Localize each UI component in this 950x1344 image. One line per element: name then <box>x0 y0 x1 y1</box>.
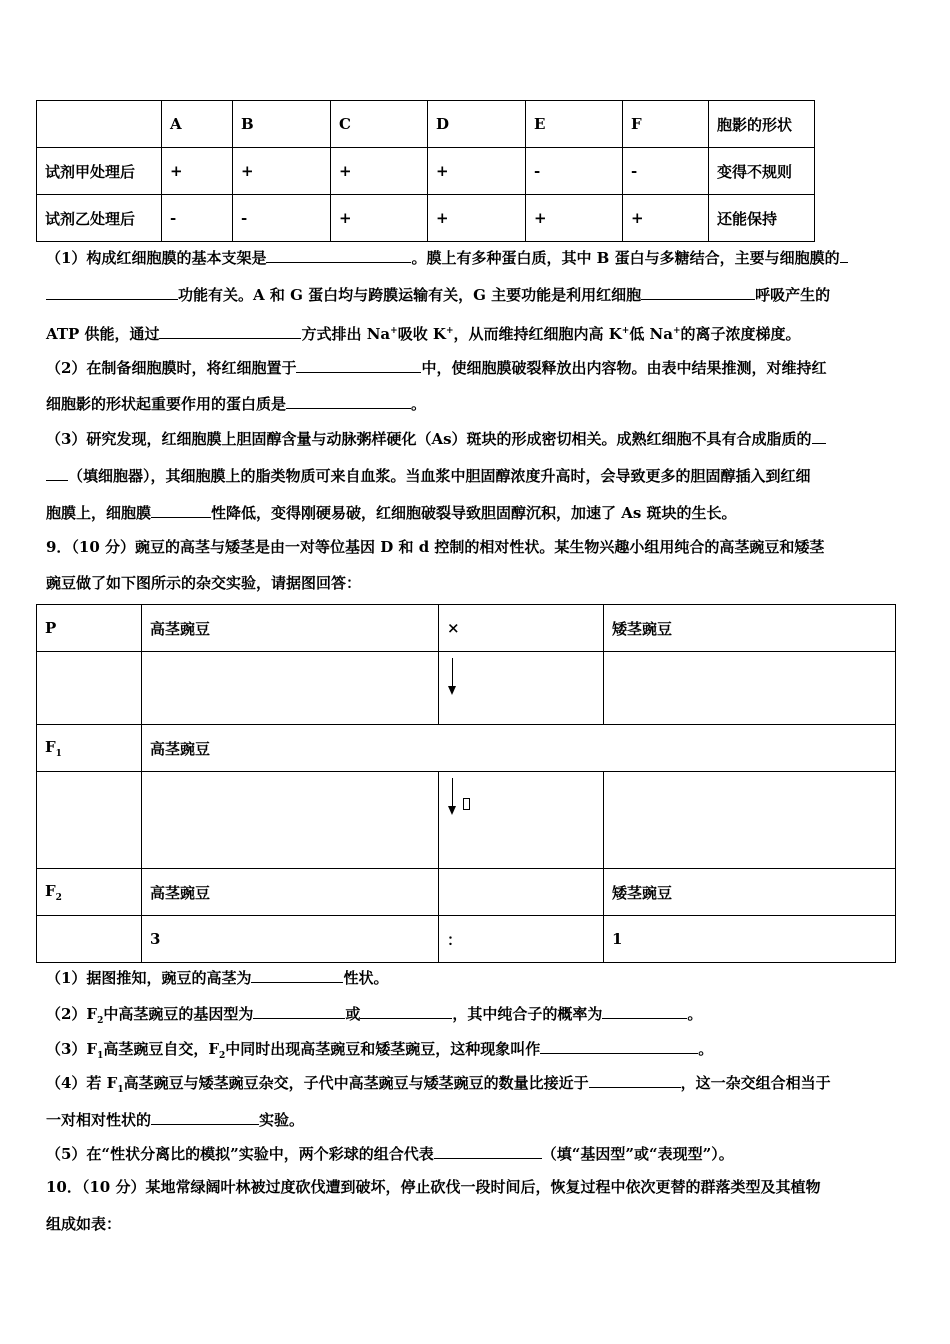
ratio-value: 3 <box>142 916 439 963</box>
table-cell: 高茎豌豆 <box>142 725 896 772</box>
text: 功能有关。A 和 G 蛋白均与跨膜运输有关，G 主要功能是利用红细胞 <box>178 286 642 304</box>
text: 吸收 K <box>397 325 446 343</box>
answer-blank <box>286 394 411 409</box>
text: 。 <box>698 1040 714 1058</box>
table-row <box>37 148 815 195</box>
q9-subquestion <box>46 1039 904 1065</box>
answer-blank <box>46 285 178 300</box>
table-cell: 高茎豌豆 <box>142 869 439 916</box>
text: （1）据图推知，豌豆的高茎为 <box>46 969 252 987</box>
empty-cell <box>142 652 439 725</box>
subscript: 2 <box>55 892 62 903</box>
text: 。 <box>687 1005 703 1023</box>
table-row <box>37 652 896 725</box>
text: F <box>45 881 56 900</box>
table-cell: + <box>331 148 428 195</box>
empty-cell <box>37 916 142 963</box>
q8-line <box>46 394 904 413</box>
answer-blank <box>360 1004 452 1019</box>
answer-blank <box>602 1004 687 1019</box>
empty-cell <box>37 652 142 725</box>
generation-label <box>37 869 142 916</box>
ratio-value: 1 <box>604 916 896 963</box>
q8-line <box>46 285 904 304</box>
text: 。膜上有多种蛋白质，其中 B 蛋白与多糖结合，主要与细胞膜的 <box>411 249 840 267</box>
answer-blank <box>641 285 755 300</box>
text: 低 Na <box>629 325 673 343</box>
text: 实验。 <box>259 1111 305 1129</box>
text: （填细胞器），其细胞膜上的脂类物质可来自血浆。当血浆中胆固醇浓度升高时，会导致更多的胆固醇插入到红细 <box>68 467 811 485</box>
q8-line <box>46 248 904 267</box>
table-cell: - <box>233 195 331 242</box>
q9-subquestion <box>46 1004 904 1030</box>
generation-label: P <box>37 605 142 652</box>
subscript: 1 <box>97 1051 104 1061</box>
down-arrow-icon <box>447 778 459 816</box>
q8-line <box>46 429 904 448</box>
q8-line <box>46 503 904 522</box>
text: 胞膜上，细胞膜 <box>46 504 152 522</box>
text: （1）构成红细胞膜的基本支架是 <box>46 249 267 267</box>
answer-blank <box>46 466 68 481</box>
text: （4）若 F <box>46 1074 118 1092</box>
answer-blank <box>296 358 421 373</box>
text: 一对相对性状的 <box>46 1111 152 1129</box>
q9-stem <box>46 538 904 556</box>
q10-stem <box>46 1178 904 1196</box>
text: 豌豆做了如下图所示的杂交实验，请据图回答： <box>46 574 362 592</box>
table-cell: - <box>162 195 233 242</box>
table-cell: + <box>428 195 526 242</box>
subscript: 1 <box>55 748 62 759</box>
generation-label <box>37 725 142 772</box>
text: ，从而维持红细胞内高 K <box>453 325 622 343</box>
down-arrow-icon <box>447 658 459 696</box>
text: 。 <box>411 395 427 413</box>
subscript: 1 <box>117 1085 124 1095</box>
cross-symbol: × <box>439 605 604 652</box>
text: 9．（10 分）豌豆的高茎与矮茎是由一对等位基因 D 和 d 控制的相对性状。某生物兴趣小组用纯合的高茎豌豆和矮茎 <box>46 538 825 556</box>
text: （2）F <box>46 1005 98 1023</box>
answer-blank <box>159 324 301 339</box>
empty-cell <box>142 772 439 869</box>
placeholder-box-icon <box>463 798 470 810</box>
text: 方式排出 Na <box>301 325 391 343</box>
text: 性降低，变得刚硬易破，红细胞破裂导致胆固醇沉积，加速了 As 斑块的生长。 <box>211 504 737 522</box>
q10-stem <box>46 1215 904 1233</box>
text: 的离子浓度梯度。 <box>680 325 801 343</box>
header-cell <box>37 101 162 148</box>
table-cell: 矮茎豌豆 <box>604 605 896 652</box>
cross-experiment-table <box>36 604 896 963</box>
header-cell: 胞影的形状 <box>709 101 815 148</box>
table-cell: 试剂乙处理后 <box>37 195 162 242</box>
text: （3）研究发现，红细胞膜上胆固醇含量与动脉粥样硬化（As）斑块的形成密切相关。成熟红细胞不具有合成脂质的 <box>46 430 812 448</box>
empty-cell <box>604 652 896 725</box>
text: 高茎豌豆与矮茎豌豆杂交，子代中高茎豌豆与矮茎豌豆的数量比接近于 <box>123 1074 589 1092</box>
ratio-colon: ： <box>439 916 604 963</box>
text: F <box>45 737 56 756</box>
q9-stem <box>46 574 904 592</box>
table-cell: 矮茎豌豆 <box>604 869 896 916</box>
table-cell: 还能保持 <box>709 195 815 242</box>
answer-blank <box>434 1144 542 1159</box>
superscript: + <box>672 326 681 336</box>
q9-subquestion <box>46 1073 904 1099</box>
header-cell: A <box>162 101 233 148</box>
subscript: 2 <box>219 1051 226 1061</box>
text: （填“基因型”或“表现型”）。 <box>541 1145 734 1163</box>
text: 中，使细胞膜破裂释放出内容物。由表中结果推测，对维持红 <box>421 359 827 377</box>
answer-blank <box>251 968 343 983</box>
text: ，其中纯合子的概率为 <box>452 1005 603 1023</box>
table-cell: - <box>623 148 709 195</box>
arrow-cell <box>439 772 604 869</box>
table-cell: + <box>162 148 233 195</box>
text: 10．（10 分）某地常绿阔叶林被过度砍伐遭到破坏，停止砍伐一段时间后，恢复过程中依次更替的群落类型及其植物 <box>46 1178 821 1196</box>
text: 中高茎豌豆的基因型为 <box>103 1005 254 1023</box>
text: （2）在制备细胞膜时，将红细胞置于 <box>46 359 297 377</box>
q8-line <box>46 466 904 485</box>
table-cell: 试剂甲处理后 <box>37 148 162 195</box>
answer-blank <box>151 1110 259 1125</box>
empty-cell <box>37 772 142 869</box>
answer-blank <box>151 503 211 518</box>
cell-shadow-table <box>36 100 815 242</box>
arrow-cell <box>439 652 604 725</box>
text: 组成如表： <box>46 1215 122 1233</box>
header-cell: C <box>331 101 428 148</box>
answer-blank <box>540 1039 698 1054</box>
answer-blank <box>266 248 411 263</box>
text: 细胞影的形状起重要作用的蛋白质是 <box>46 395 287 413</box>
text: （3）F <box>46 1040 98 1058</box>
q9-subquestion <box>46 968 904 987</box>
table-cell: 变得不规则 <box>709 148 815 195</box>
table-cell: + <box>331 195 428 242</box>
answer-blank <box>253 1004 345 1019</box>
table-cell: 高茎豌豆 <box>142 605 439 652</box>
q9-subquestion <box>46 1144 904 1163</box>
table-cell: - <box>526 148 623 195</box>
superscript: + <box>621 326 630 336</box>
header-cell: D <box>428 101 526 148</box>
table-cell: + <box>233 148 331 195</box>
table-row <box>37 195 815 242</box>
text: （5）在“性状分离比的模拟”实验中，两个彩球的组合代表 <box>46 1145 434 1163</box>
answer-blank <box>840 248 848 263</box>
header-cell: B <box>233 101 331 148</box>
table-cell: + <box>623 195 709 242</box>
superscript: + <box>390 326 398 336</box>
text: 高茎豌豆自交，F <box>103 1040 220 1058</box>
empty-cell <box>439 869 604 916</box>
superscript: + <box>445 326 454 336</box>
answer-blank <box>589 1073 681 1088</box>
table-row <box>37 605 896 652</box>
text: ATP 供能，通过 <box>46 325 160 343</box>
table-cell: + <box>526 195 623 242</box>
q9-subquestion <box>46 1110 904 1129</box>
header-cell: E <box>526 101 623 148</box>
q8-line <box>46 358 904 377</box>
empty-cell <box>604 772 896 869</box>
table-header-row <box>37 101 815 148</box>
q8-line <box>46 322 904 343</box>
text: 中同时出现高茎豌豆和矮茎豌豆，这种现象叫作 <box>225 1040 541 1058</box>
text: 性状。 <box>343 969 389 987</box>
table-row <box>37 869 896 916</box>
answer-blank <box>812 429 826 444</box>
text: 呼吸产生的 <box>755 286 831 304</box>
table-cell: + <box>428 148 526 195</box>
text: ，这一杂交组合相当于 <box>680 1074 831 1092</box>
table-row <box>37 725 896 772</box>
subscript: 2 <box>97 1016 104 1026</box>
header-cell: F <box>623 101 709 148</box>
table-row <box>37 916 896 963</box>
table-row <box>37 772 896 869</box>
text: 或 <box>345 1005 361 1023</box>
